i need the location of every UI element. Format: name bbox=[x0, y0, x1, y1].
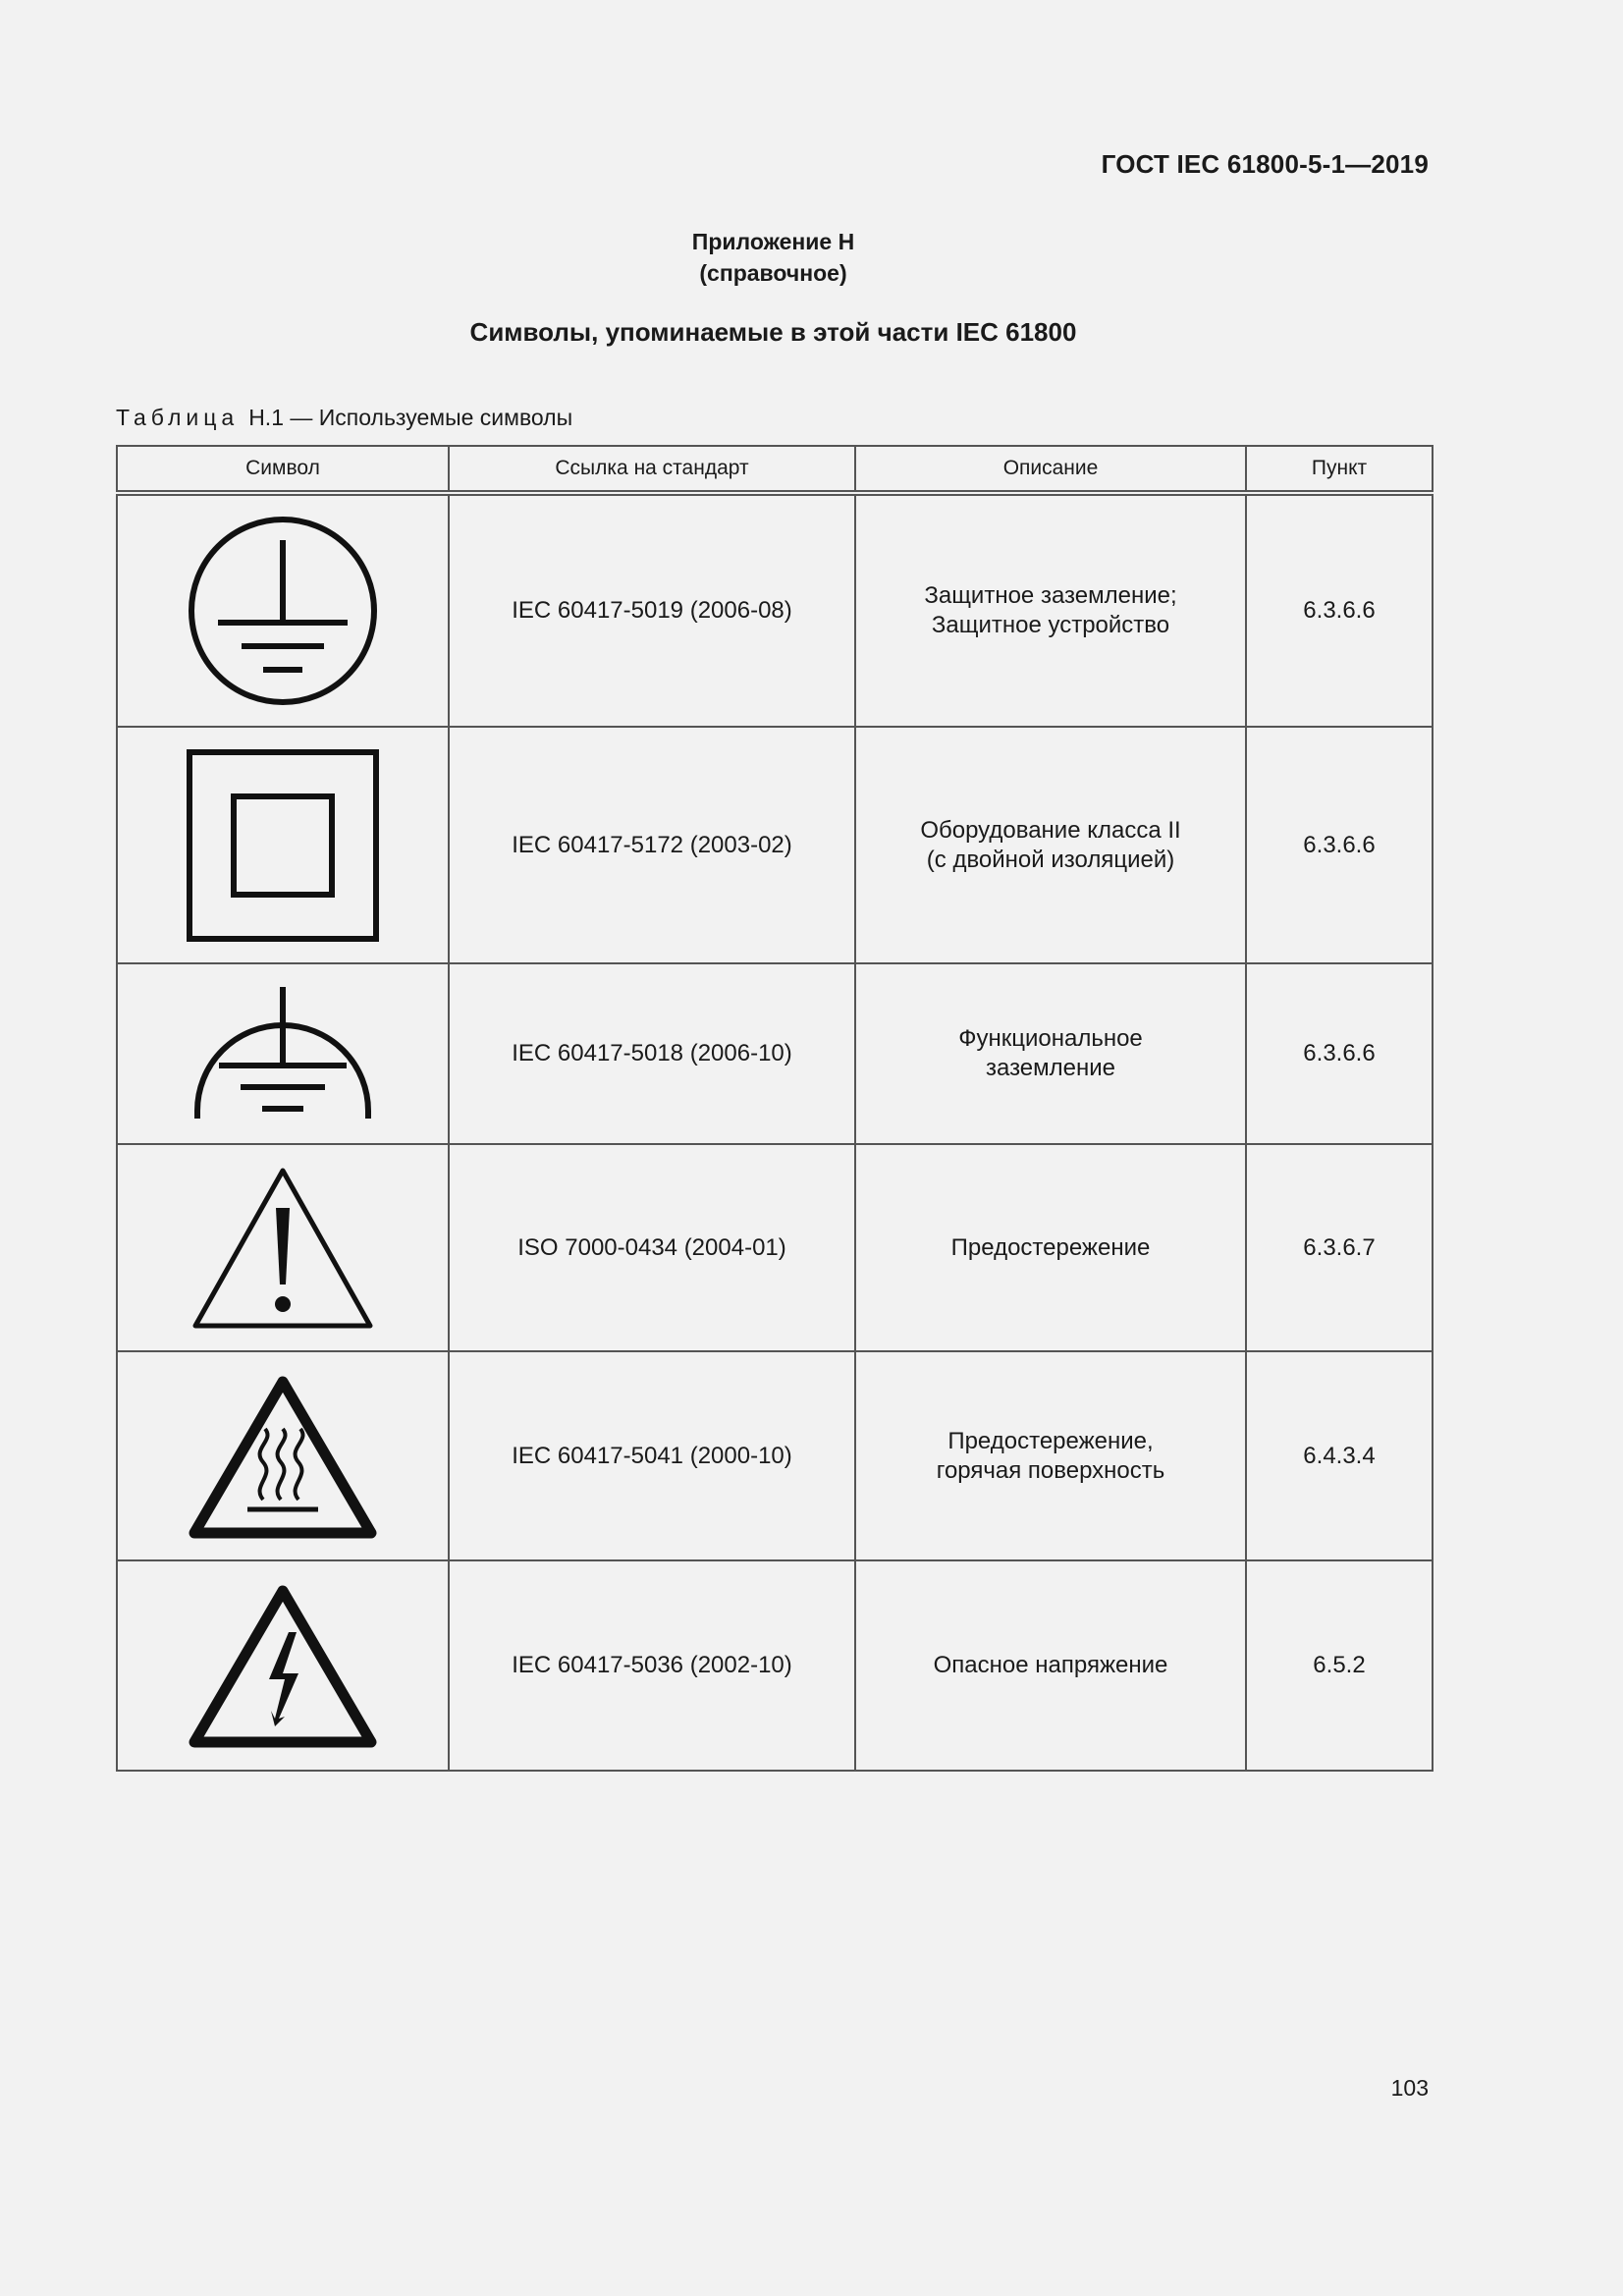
description-cell bbox=[855, 963, 1246, 1144]
header-reference: Ссылка на стандарт bbox=[449, 446, 855, 493]
description-cell bbox=[855, 1351, 1246, 1560]
hot-surface-icon bbox=[187, 1372, 379, 1541]
reference-cell: IEC 60417-5172 (2003-02) bbox=[449, 727, 855, 963]
clause-cell: 6.5.2 bbox=[1246, 1560, 1433, 1771]
appendix-subtitle: (справочное) bbox=[699, 260, 847, 286]
table-row bbox=[117, 963, 1433, 1144]
symbol-cell bbox=[117, 963, 449, 1144]
header-symbol: Символ bbox=[117, 446, 449, 493]
section-title: Символы, упоминаемые в этой части IEC 61800 bbox=[469, 317, 1077, 347]
caution-icon bbox=[189, 1165, 376, 1332]
description-cell bbox=[855, 493, 1246, 727]
description-cell bbox=[855, 727, 1246, 963]
reference-cell: IEC 60417-5018 (2006-10) bbox=[449, 963, 855, 1144]
table-header-row bbox=[117, 446, 1433, 493]
clause-cell: 6.3.6.6 bbox=[1246, 493, 1433, 727]
table-caption-text: Н.1 — Используемые символы bbox=[248, 405, 573, 430]
description-cell bbox=[855, 1560, 1246, 1771]
table-row bbox=[117, 1351, 1433, 1560]
appendix-title: Приложение Н bbox=[691, 229, 855, 254]
table-row bbox=[117, 493, 1433, 727]
reference-cell: IEC 60417-5041 (2000-10) bbox=[449, 1351, 855, 1560]
clause-cell: 6.4.3.4 bbox=[1246, 1351, 1433, 1560]
header-description: Описание bbox=[855, 446, 1246, 493]
standard-code: ГОСТ IEC 61800-5-1—2019 bbox=[1101, 149, 1429, 179]
description-line: Защитное устройство bbox=[931, 612, 1170, 638]
table-caption-prefix: Таблица bbox=[116, 405, 240, 430]
dangerous-voltage-icon bbox=[187, 1581, 379, 1750]
description-line: заземление bbox=[985, 1055, 1116, 1081]
clause-cell: 6.3.6.6 bbox=[1246, 727, 1433, 963]
description-line: Оборудование класса II bbox=[920, 816, 1181, 844]
reference-cell: ISO 7000-0434 (2004-01) bbox=[449, 1144, 855, 1351]
symbol-cell bbox=[117, 493, 449, 727]
description-line: горячая поверхность bbox=[936, 1456, 1165, 1484]
description-line: Защитное заземление; bbox=[924, 582, 1177, 609]
table-row bbox=[117, 727, 1433, 963]
description-line: Предостережение, bbox=[947, 1427, 1154, 1454]
description-line: (с двойной изоляцией) bbox=[926, 846, 1175, 873]
description-line: Функциональное bbox=[958, 1025, 1143, 1052]
class-ii-equipment-icon bbox=[185, 747, 381, 944]
protective-earth-icon bbox=[185, 513, 381, 709]
symbol-cell bbox=[117, 1560, 449, 1771]
symbol-cell bbox=[117, 1144, 449, 1351]
clause-cell: 6.3.6.7 bbox=[1246, 1144, 1433, 1351]
reference-cell: IEC 60417-5036 (2002-10) bbox=[449, 1560, 855, 1771]
clause-cell: 6.3.6.6 bbox=[1246, 963, 1433, 1144]
description-cell bbox=[855, 1144, 1246, 1351]
description-line: Предостережение bbox=[950, 1233, 1151, 1261]
symbol-cell bbox=[117, 727, 449, 963]
symbol-cell bbox=[117, 1351, 449, 1560]
reference-cell: IEC 60417-5019 (2006-08) bbox=[449, 493, 855, 727]
description-line: Опасное напряжение bbox=[933, 1652, 1168, 1678]
table-caption bbox=[116, 405, 572, 431]
appendix-heading bbox=[0, 226, 1546, 289]
header-clause: Пункт bbox=[1246, 446, 1433, 493]
page-number: 103 bbox=[1390, 2075, 1429, 2101]
functional-earth-icon bbox=[189, 985, 376, 1122]
table-row bbox=[117, 1144, 1433, 1351]
table-row bbox=[117, 1560, 1433, 1771]
symbols-table bbox=[116, 445, 1434, 1772]
